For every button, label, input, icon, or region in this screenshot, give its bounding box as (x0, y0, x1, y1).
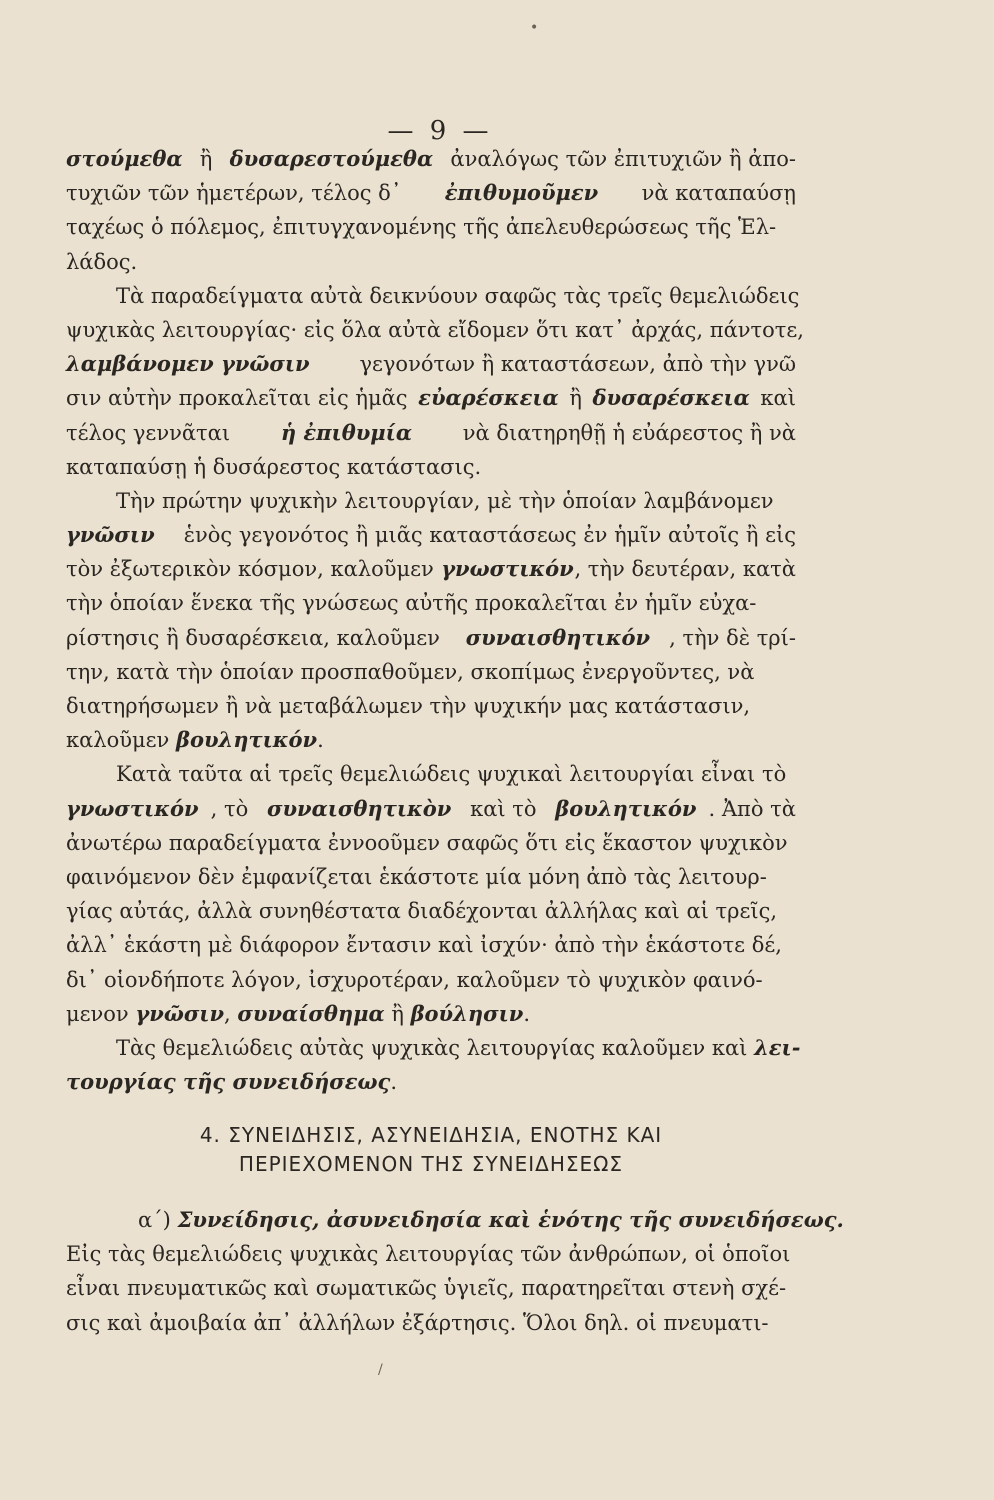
text-line: ἀνωτέρω παραδείγματα ἐννοοῦμεν σαφῶς ὅτι εἰς ἕκαστον ψυχικὸν (66, 830, 788, 855)
text-line: ρίστησις ἢ δυσαρέσκεια, καλοῦμεν συναισθητικόν , τὴν δὲ τρί- (66, 621, 796, 655)
emphasis: ἡ ἐπιθυμία (280, 419, 412, 445)
text-line: τὸν ἐξωτερικὸν κόσμον, καλοῦμεν γνωστικόν , τὴν δευτέραν, κατὰ (66, 552, 796, 586)
emphasis: γνωστικόν (66, 795, 199, 821)
text-line: στούμεθα ἢ δυσαρεστούμεθα ἀναλόγως τῶν ἐπιτυχιῶν ἢ ἀπο- (66, 142, 796, 176)
page-number: — 9 — (387, 116, 493, 146)
text-line: μενον γνῶσιν , συναίσθημα ἢ βούλησιν . (66, 997, 796, 1031)
text-line: Τὰς θεμελιώδεις αὐτὰς ψυχικὰς λειτουργίας καλοῦμεν καὶ λει- (66, 1031, 796, 1065)
emphasis: λαμβάνομεν γνῶσιν (66, 351, 310, 377)
text-line: τυχιῶν τῶν ἡμετέρων, τέλος δ᾽ ἐπιθυμοῦμεν νὰ καταπαύσῃ (66, 176, 796, 210)
text-line: καταπαύσῃ ἡ δυσάρεστος κατάστασις. (66, 454, 482, 479)
emphasis: λει- (754, 1034, 801, 1060)
text-line: Κατὰ ταῦτα αἱ τρεῖς θεμελιώδεις ψυχικαὶ λειτουργίαι εἶναι τὸ (116, 762, 787, 787)
section-text (66, 1203, 844, 1340)
emphasis: βούλησιν (410, 1000, 524, 1026)
text-line: καλοῦμεν βουλητικόν . (66, 723, 796, 757)
emphasis: γνωστικόν (441, 556, 574, 582)
paper-speck: • (530, 20, 539, 36)
emphasis: συναισθητικόν (465, 624, 651, 650)
body-text (66, 142, 804, 1099)
text-line: λάδος. (66, 249, 138, 274)
paper-speck: / (378, 1362, 383, 1378)
section-heading: 4. ΣΥΝΕΙΔΗΣΙΣ, ΑΣΥΝΕΙΔΗΣΙΑ, ΕΝΟΤΗΣ ΚΑΙ (199, 1123, 663, 1147)
subsection-title: α´) Συνείδησις, ἀσυνειδησία καὶ ἑνότης τῆς συνειδήσεως. (66, 1203, 796, 1237)
emphasis: τουργίας τῆς συνειδήσεως (66, 1069, 391, 1095)
emphasis: συναίσθημα (237, 1000, 385, 1026)
text-line: τὴν ὁποίαν ἕνεκα τῆς γνώσεως αὐτῆς προκαλεῖται ἐν ἡμῖν εὐχα- (66, 591, 757, 616)
text-line: γίας αὐτάς, ἀλλὰ συνηθέστατα διαδέχονται ἀλλήλας καὶ αἱ τρεῖς, (66, 899, 778, 924)
emphasis: γνῶσιν (66, 522, 155, 548)
text-line: Τὴν πρώτην ψυχικὴν λειτουργίαν, μὲ τὴν ὁποίαν λαμβάνομεν (116, 488, 774, 513)
emphasis: βουλητικόν (176, 727, 318, 753)
emphasis: δυσαρέσκεια (592, 385, 750, 411)
text-line: τουργίας τῆς συνειδήσεως . (66, 1065, 796, 1099)
text-line: Εἰς τὰς θεμελιώδεις ψυχικὰς λειτουργίας τῶν ἀνθρώπων, οἱ ὁποῖοι (66, 1242, 791, 1267)
text-line: σις καὶ ἀμοιβαία ἀπ᾽ ἀλλήλων ἐξάρτησις. Ὅλοι δηλ. οἱ πνευματι- (66, 1310, 769, 1335)
text-line: γνωστικόν , τὸ συναισθητικὸν καὶ τὸ βουλητικόν . Ἀπὸ τὰ (66, 792, 796, 826)
text-line: ψυχικὰς λειτουργίας· εἰς ὅλα αὐτὰ εἴδομεν ὅτι κατ᾽ ἀρχάς, πάντοτε, (66, 317, 804, 342)
section-heading-line2: ΠΕΡΙΕΧΟΜΕΝΟΝ ΤΗΣ ΣΥΝΕΙΔΗΣΕΩΣ (238, 1152, 624, 1176)
text-line: διατηρήσωμεν ἢ νὰ μεταβάλωμεν τὴν ψυχικήν μας κατάστασιν, (66, 694, 751, 718)
text-line: σιν αὐτὴν προκαλεῖται εἰς ἡμᾶς εὐαρέσκεια ἢ δυσαρέσκεια καὶ (66, 381, 796, 415)
emphasis: ἐπιθυμοῦμεν (444, 180, 599, 206)
emphasis: εὐαρέσκεια (418, 385, 559, 411)
text-line: ἀλλ᾽ ἑκάστη μὲ διάφορον ἔντασιν καὶ ἰσχύν· ἀπὸ τὴν ἑκάστοτε δέ, (66, 933, 782, 958)
text-line: τέλος γεννᾶται ἡ ἐπιθυμία νὰ διατηρηθῇ ἡ εὐάρεστος ἢ νὰ (66, 416, 796, 450)
emphasis: γνῶσιν (135, 1000, 225, 1026)
text-line: Τὰ παραδείγματα αὐτὰ δεικνύουν σαφῶς τὰς τρεῖς θεμελιώδεις (116, 283, 800, 308)
text-line: λαμβάνομεν γνῶσιν γεγονότων ἢ καταστάσεων, ἀπὸ τὴν γνῶ (66, 347, 796, 381)
emphasis: δυσαρεστούμεθα (229, 146, 434, 171)
emphasis: στούμεθα (66, 146, 183, 171)
emphasis: συναισθητικὸν (266, 795, 452, 821)
text-line: γνῶσιν ἑνὸς γεγονότος ἢ μιᾶς καταστάσεως ἐν ἡμῖν αὐτοῖς ἢ εἰς (66, 518, 796, 552)
emphasis: Συνείδησις, ἀσυνειδησία καὶ ἑνότης τῆς συνειδήσεως. (177, 1207, 844, 1232)
text-line: εἶναι πνευματικῶς καὶ σωματικῶς ὑγιεῖς, παρατηρεῖται στενὴ σχέ- (66, 1276, 787, 1301)
text-line: δι᾽ οἱονδήποτε λόγον, ἰσχυροτέραν, καλοῦμεν τὸ ψυχικὸν φαινό- (66, 967, 763, 992)
emphasis: βουλητικόν (555, 795, 697, 821)
text-line: φαινόμενον δὲν ἐμφανίζεται ἑκάστοτε μία μόνη ἀπὸ τὰς λειτουρ- (66, 864, 767, 889)
text-line: την, κατὰ τὴν ὁποίαν προσπαθοῦμεν, σκοπίμως ἐνεργοῦντες, νὰ (66, 659, 755, 684)
text-line: ταχέως ὁ πόλεμος, ἐπιτυγχανομένης τῆς ἀπελευθερώσεως τῆς Ἑλ- (66, 215, 777, 240)
